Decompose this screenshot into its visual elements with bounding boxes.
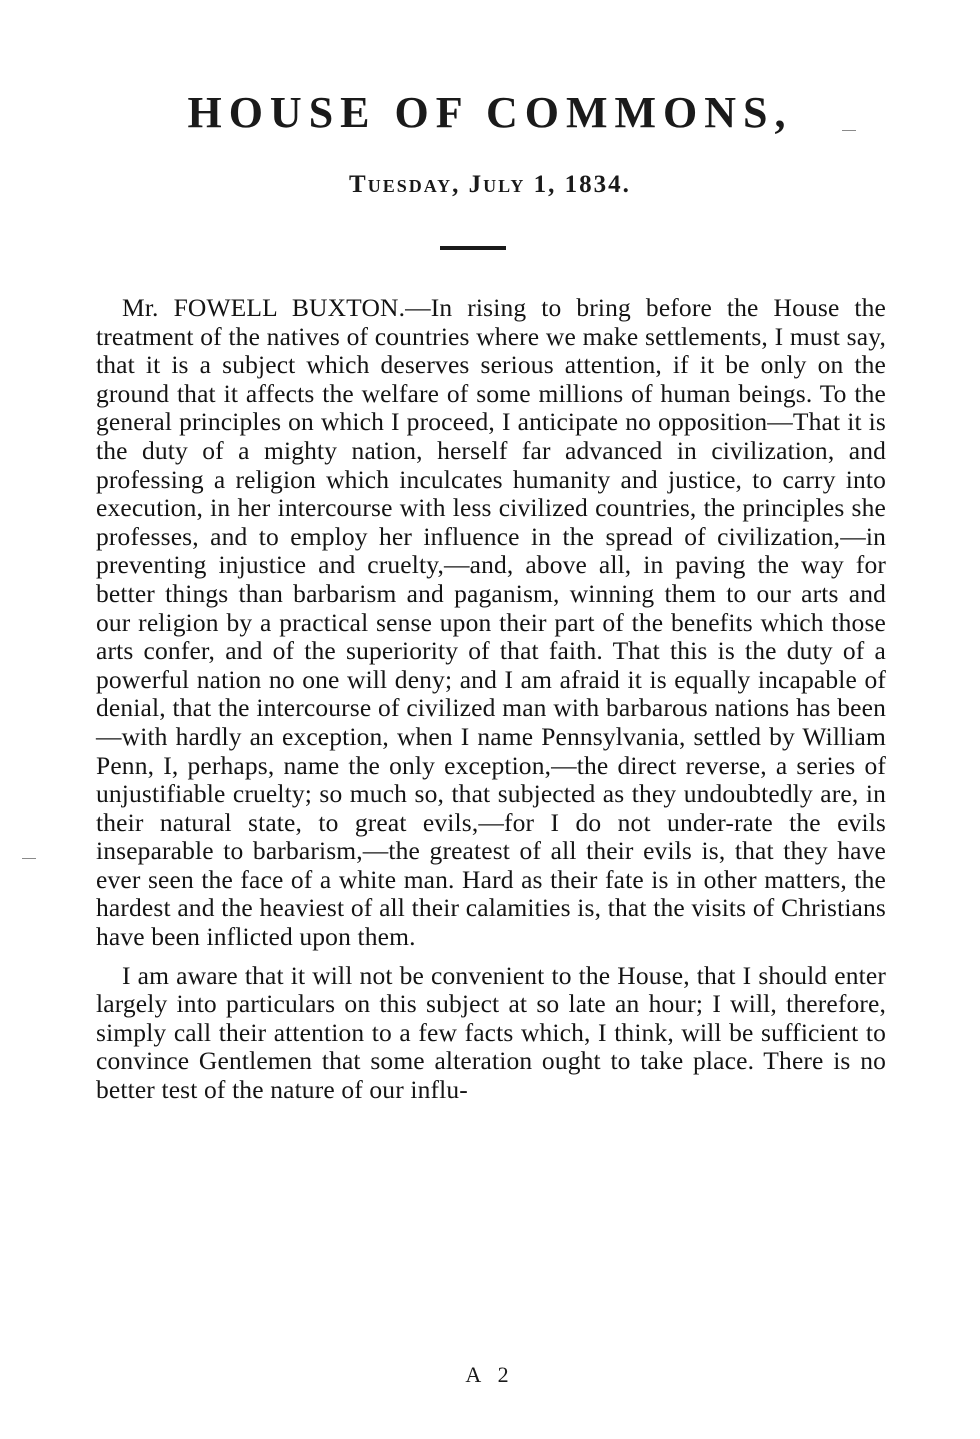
page-title: HOUSE OF COMMONS,	[187, 88, 793, 137]
title-rule	[440, 246, 506, 250]
printer-signature-mark: A 2	[465, 1362, 515, 1387]
speech-paragraph-1: Mr. FOWELL BUXTON.—In rising to bring before the House the treatment of the natives of countries where we make settlements, I must say, that it is a subject which deserves serious attention, if it be only on the ground that it affects the welfare of some millions of human beings. To the general principles on which I proceed, I anticipate no opposition—That it is the duty of a mighty nation, herself far advanced in civilization, and professing a religion which inculcates humanity and justice, to carry into execution, in her intercourse with less civilized countries, the principles she professes, and to employ her influence in the spread of civilization,—in preventing injustice and cruelty,—and, above all, in paving the way for better things than barbarism and paganism, winning them to our arts and our religion by a practical sense upon their part of the benefits which those arts confer, and of the superiority of that faith. That this is the duty of a powerful nation no one will deny; and I am afraid it is equally incapable of denial, that the intercourse of civilized man with barbarous nations has been—with hardly an exception, when I name Pennsylvania, settled by William Penn, I, perhaps, name the only exception,—the direct reverse, a series of unjustifiable cruelty; so much so, that subjected as they undoubtedly are, in their natural state, to great evils,—for I do not under-rate the evils inseparable to barbarism,—the greatest of all their evils is, that they have ever seen the face of a white man. Hard as their fate is in other matters, the hardest and the heaviest of all their calamities is, that the visits of Christians have been inflicted upon them.	[96, 293, 886, 952]
speech-paragraph-2: I am aware that it will not be convenient to the House, that I should enter largely into particulars on this subject at so late an hour; I will, therefore, simply call their attention to a few facts which, I think, will be sufficient to convince Gentlemen that some alteration ought to take place. There is no better test of the nature of our influ-	[96, 960, 886, 1105]
session-date: Tuesday, July 1, 1834.	[349, 171, 631, 198]
right-margin-mark	[842, 130, 856, 131]
speech-body	[96, 294, 886, 1115]
left-margin-mark	[22, 858, 36, 859]
